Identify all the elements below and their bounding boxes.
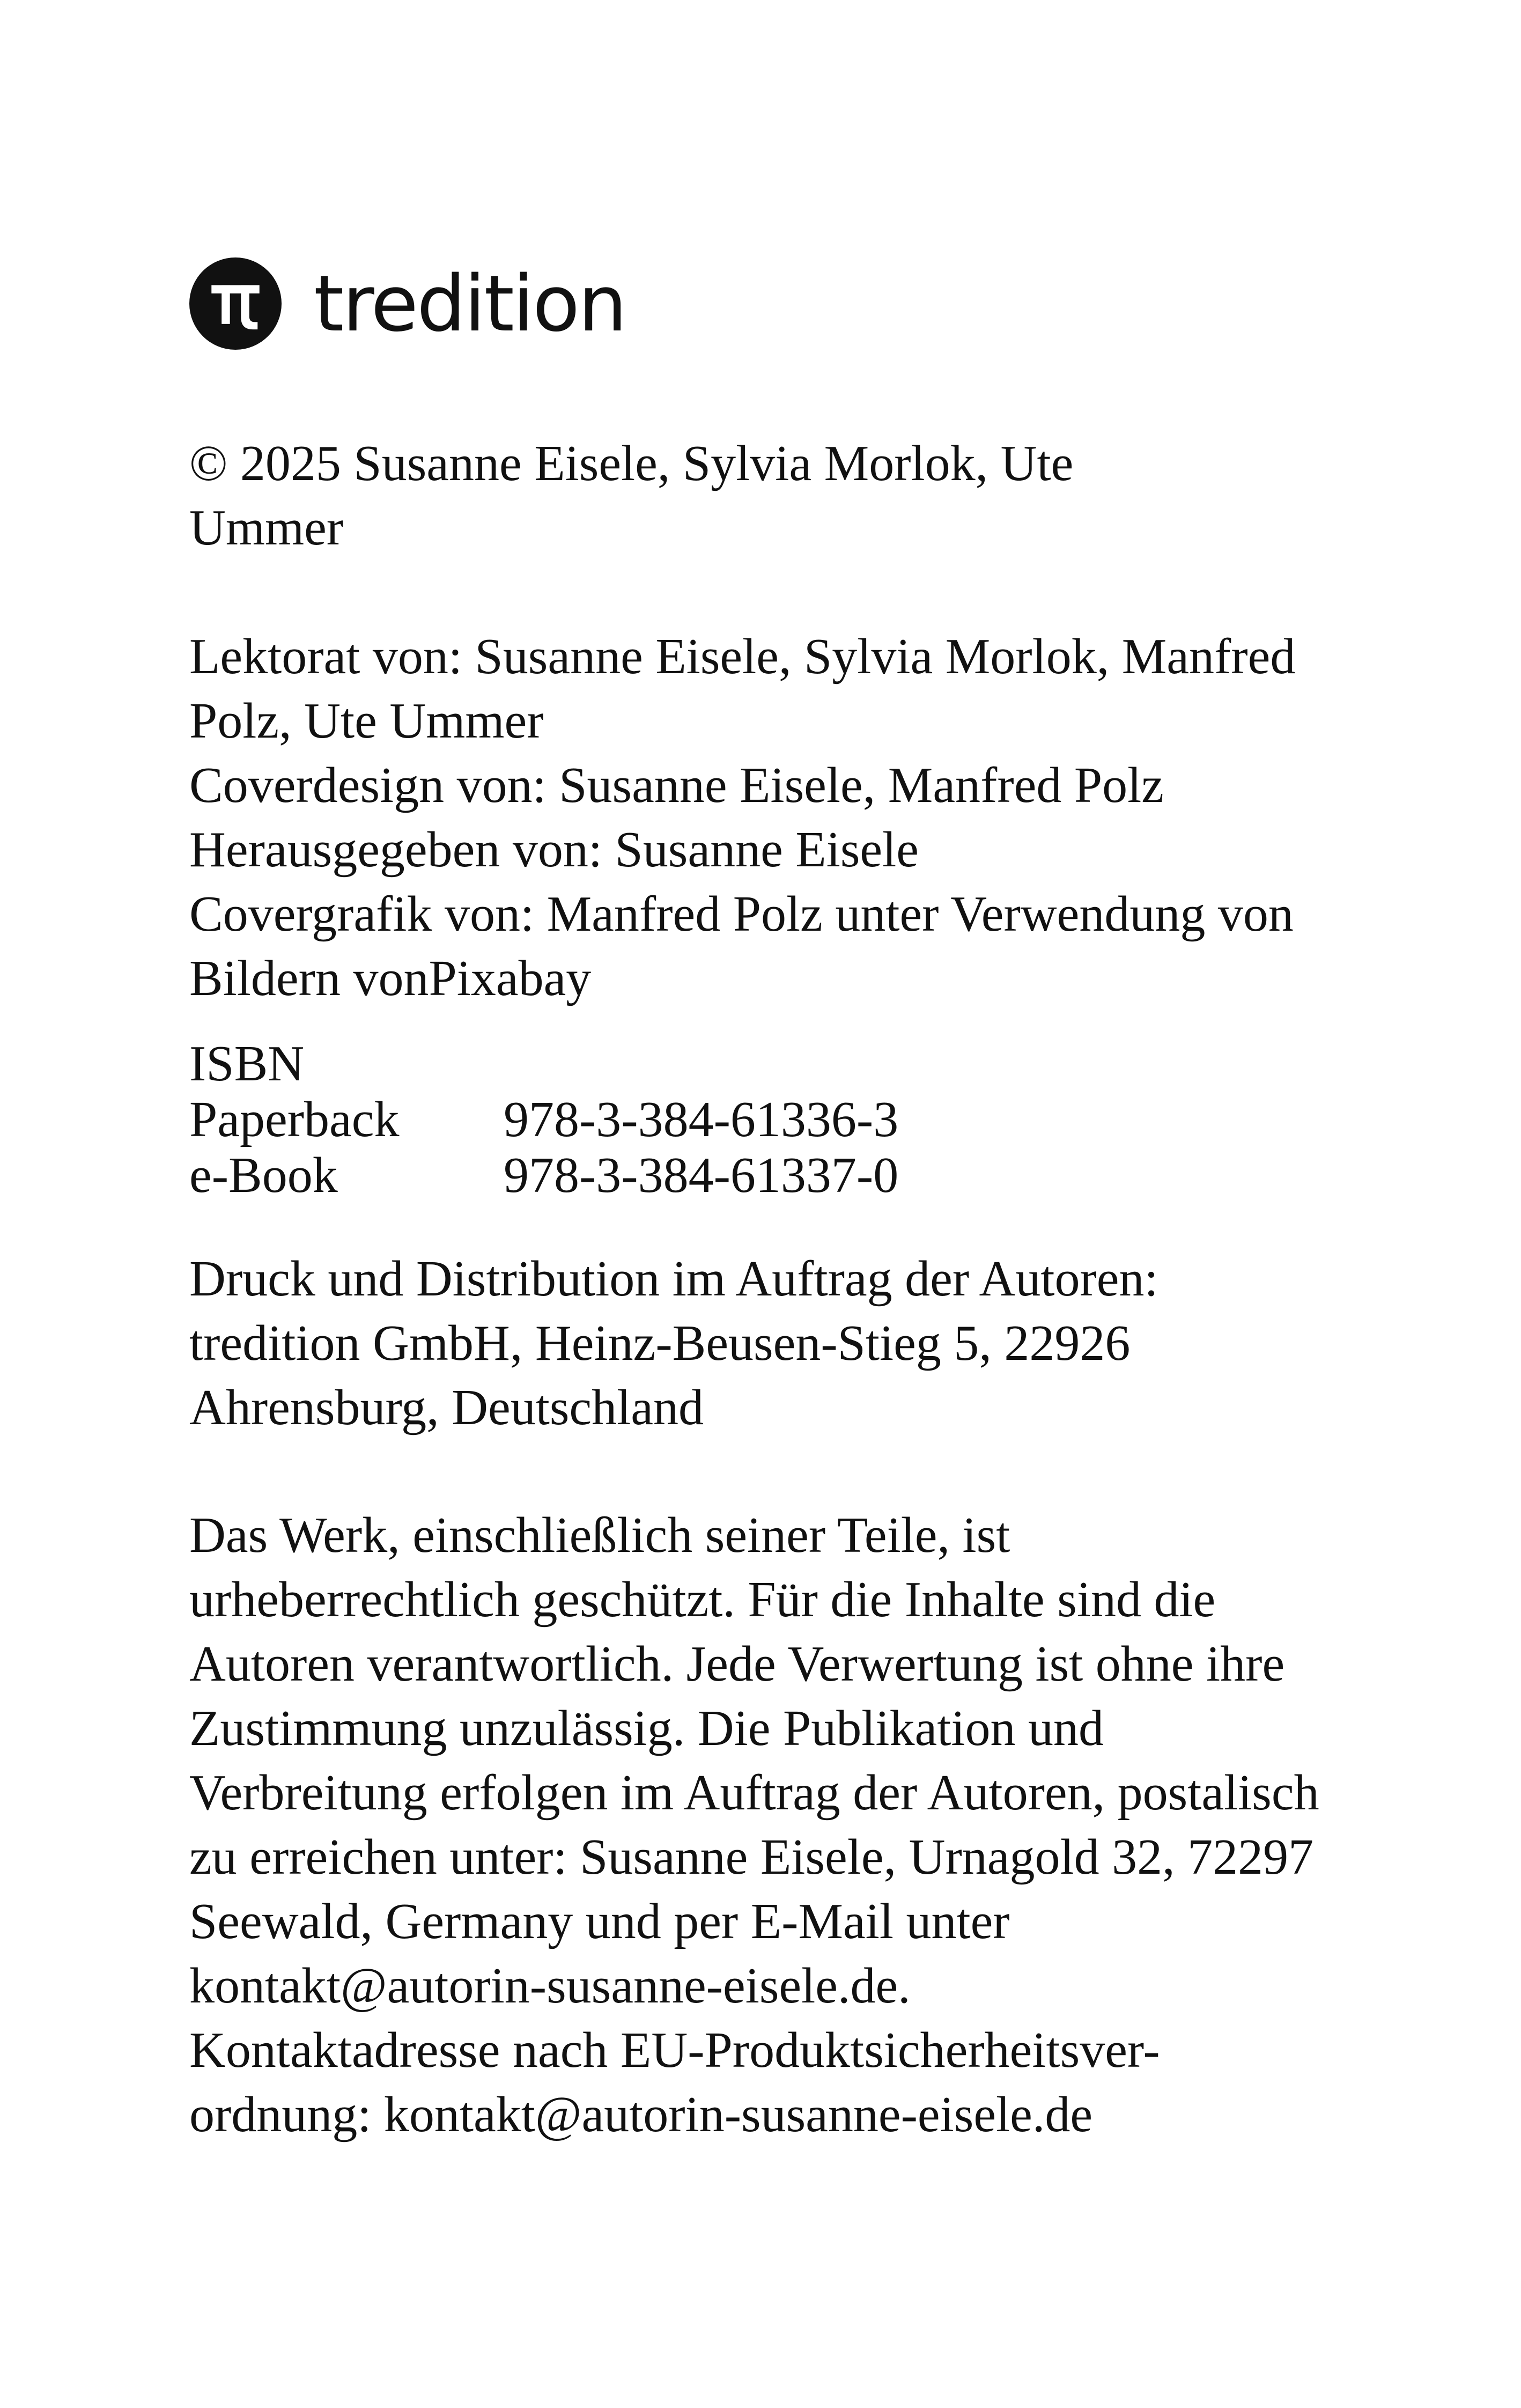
- publisher-name: tredition: [314, 259, 626, 349]
- credit-line: Coverdesign von: Susanne Eisele, Manfred Polz: [189, 757, 1164, 813]
- isbn-format-label: e-Book: [189, 1147, 338, 1203]
- credit-line: Covergrafik von: Manfred Polz unter Verwendung von: [189, 886, 1294, 942]
- isbn-format-label: Paperback: [189, 1092, 400, 1147]
- isbn-row-ebook: [189, 1147, 1342, 1203]
- copyright-line: © 2025 Susanne Eisele, Sylvia Morlok, Ute: [189, 436, 1074, 491]
- legal-line: Das Werk, einschließlich seiner Teile, ist: [189, 1507, 1010, 1563]
- isbn-number: 978-3-384-61336-3: [504, 1092, 899, 1147]
- print-distribution-section: [189, 1247, 1342, 1440]
- imprint-page: [189, 0, 1342, 2408]
- print-line: Ahrensburg, Deutschland: [189, 1380, 704, 1435]
- isbn-section: [189, 1036, 1342, 1203]
- credits-section: [189, 624, 1342, 1011]
- isbn-heading: ISBN: [189, 1036, 305, 1092]
- legal-line: kontakt@autorin-susanne-eisele.de.: [189, 1958, 911, 2014]
- legal-line: ordnung: kontakt@autorin-susanne-eisele.de: [189, 2087, 1093, 2142]
- credit-line: Herausgegeben von: Susanne Eisele: [189, 822, 919, 878]
- isbn-number: 978-3-384-61337-0: [504, 1147, 899, 1203]
- credit-line: Polz, Ute Ummer: [189, 693, 544, 749]
- credit-line: Bildern vonPixabay: [189, 951, 592, 1006]
- publisher-logo: [189, 255, 625, 352]
- legal-notice: [189, 1503, 1342, 2147]
- print-line: tredition GmbH, Heinz-Beusen-Stieg 5, 22926: [189, 1315, 1131, 1371]
- legal-line: Autoren verantwortlich. Jede Verwertung ist ohne ihre: [189, 1636, 1285, 1692]
- print-line: Druck und Distribution im Auftrag der Autoren:: [189, 1251, 1158, 1307]
- isbn-row-paperback: [189, 1092, 1342, 1147]
- legal-line: urheberrechtlich geschützt. Für die Inhalte sind die: [189, 1572, 1216, 1628]
- legal-line: Zustimmung unzulässig. Die Publikation und: [189, 1700, 1104, 1756]
- copyright-line: Ummer: [189, 500, 344, 556]
- copyright-notice: [189, 431, 1342, 560]
- legal-line: Verbreitung erfolgen im Auftrag der Autoren, postalisch: [189, 1765, 1319, 1821]
- tredition-t-mark-icon: [189, 257, 282, 350]
- legal-line: Kontaktadresse nach EU-Produktsicherheitsver-: [189, 2022, 1160, 2078]
- credit-line: Lektorat von: Susanne Eisele, Sylvia Morlok, Manfred: [189, 629, 1296, 684]
- legal-line: zu erreichen unter: Susanne Eisele, Urnagold 32, 72297: [189, 1829, 1314, 1885]
- legal-line: Seewald, Germany und per E-Mail unter: [189, 1894, 1010, 1949]
